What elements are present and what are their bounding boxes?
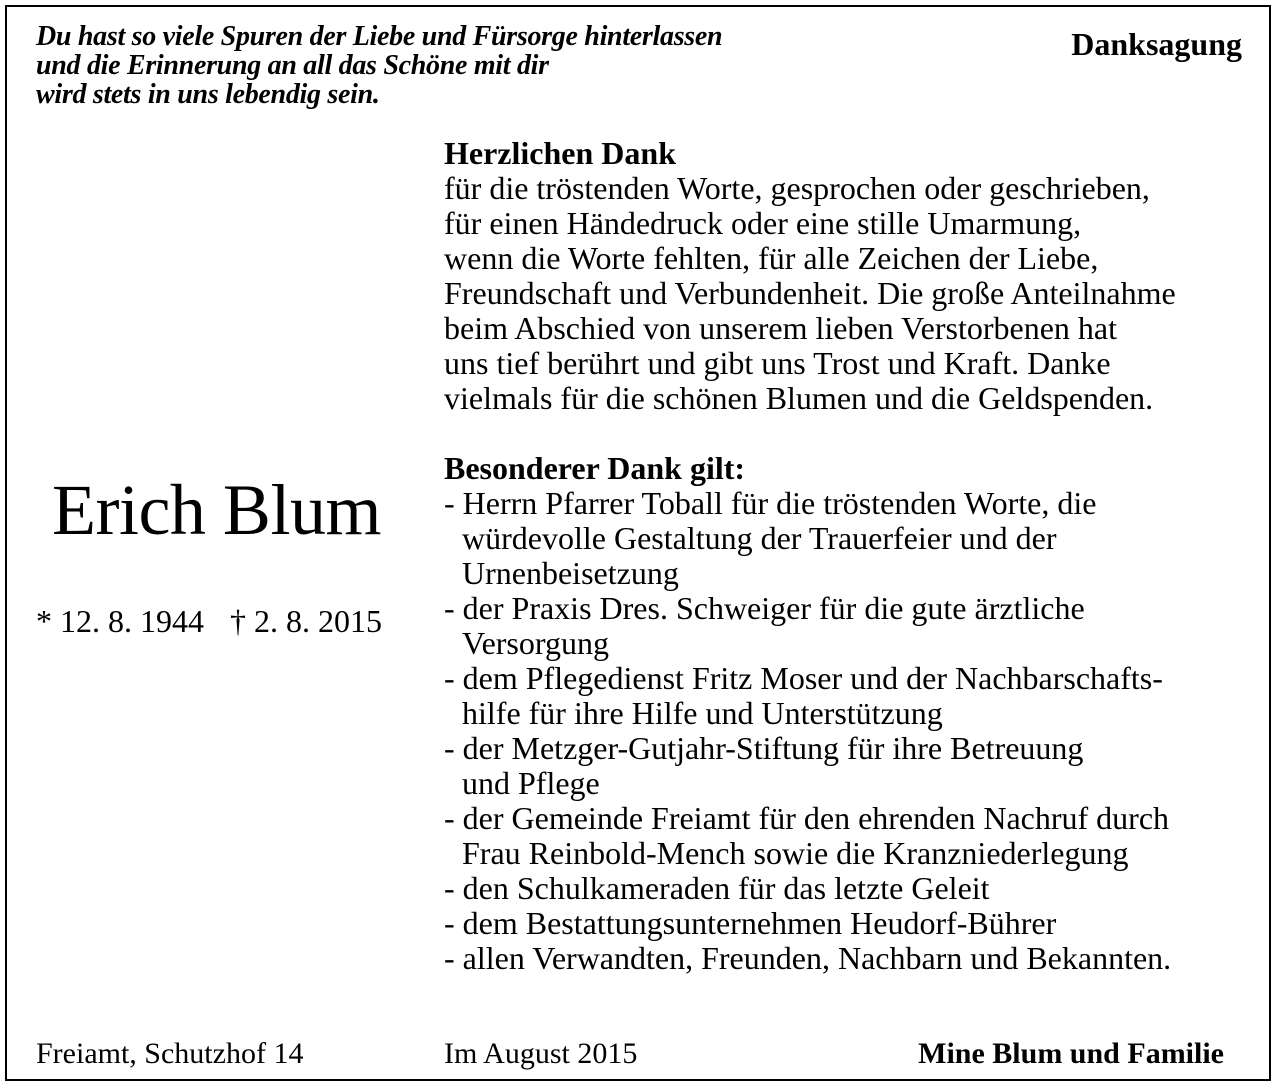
notice-date: Im August 2015 <box>444 1037 638 1070</box>
special-thanks-line: - Herrn Pfarrer Toball für die tröstenden Worte, die <box>444 485 1097 521</box>
signature-family: Mine Blum und Familie <box>918 1037 1224 1070</box>
thanks-line: beim Abschied von unserem lieben Verstorbenen hat <box>444 310 1118 346</box>
special-thanks-line: - allen Verwandten, Freunden, Nachbarn und Bekannten. <box>444 940 1172 976</box>
thanks-line: Freundschaft und Verbundenheit. Die große Anteilnahme <box>444 275 1176 311</box>
motto-line: Du hast so viele Spuren der Liebe und Fürsorge hinterlassen <box>36 21 723 52</box>
death-date: † 2. 8. 2015 <box>230 603 382 639</box>
special-thanks-line: Frau Reinbold-Mench sowie die Kranzniederlegung <box>462 835 1129 871</box>
thanks-line: uns tief berührt und gibt uns Trost und Kraft. Danke <box>444 345 1111 381</box>
thanks-text <box>444 136 1264 976</box>
motto-line: wird stets in uns lebendig sein. <box>36 79 380 110</box>
notice-heading: Danksagung <box>1071 26 1242 62</box>
motto-verse <box>36 22 836 109</box>
paragraph-spacer <box>444 416 1264 451</box>
thanks-title: Herzlichen Dank <box>444 135 676 171</box>
special-thanks-title: Besonderer Dank gilt: <box>444 450 746 486</box>
special-thanks-line: - der Praxis Dres. Schweiger für die gute ärztliche <box>444 590 1085 626</box>
special-thanks-line: - den Schulkameraden für das letzte Geleit <box>444 870 990 906</box>
motto-line: und die Erinnerung an all das Schöne mit dir <box>36 50 549 81</box>
thanks-line: für die tröstenden Worte, gesprochen oder geschrieben, <box>444 170 1150 206</box>
special-thanks-line: Versorgung <box>462 625 609 661</box>
special-thanks-line: würdevolle Gestaltung der Trauerfeier und der <box>462 520 1057 556</box>
special-thanks-line: und Pflege <box>462 765 600 801</box>
deceased-name: Erich Blum <box>52 470 381 550</box>
special-thanks-line: hilfe für ihre Hilfe und Unterstützung <box>462 695 943 731</box>
birth-date: * 12. 8. 1944 <box>36 603 204 639</box>
special-thanks-list <box>444 486 1264 976</box>
special-thanks-line: - dem Bestattungsunternehmen Heudorf-Bührer <box>444 905 1057 941</box>
special-thanks-line: - der Metzger-Gutjahr-Stiftung für ihre Betreuung <box>444 730 1084 766</box>
special-thanks-line: - der Gemeinde Freiamt für den ehrenden Nachruf durch <box>444 800 1170 836</box>
special-thanks-line: - dem Pflegedienst Fritz Moser und der Nachbarschafts- <box>444 660 1163 696</box>
special-thanks-line: Urnenbeisetzung <box>462 555 679 591</box>
life-dates <box>36 602 382 640</box>
thanks-line: vielmals für die schönen Blumen und die Geldspenden. <box>444 380 1154 416</box>
thanks-line: wenn die Worte fehlten, für alle Zeichen der Liebe, <box>444 240 1099 276</box>
address: Freiamt, Schutzhof 14 <box>36 1037 304 1070</box>
thanks-line: für einen Händedruck oder eine stille Umarmung, <box>444 205 1082 241</box>
